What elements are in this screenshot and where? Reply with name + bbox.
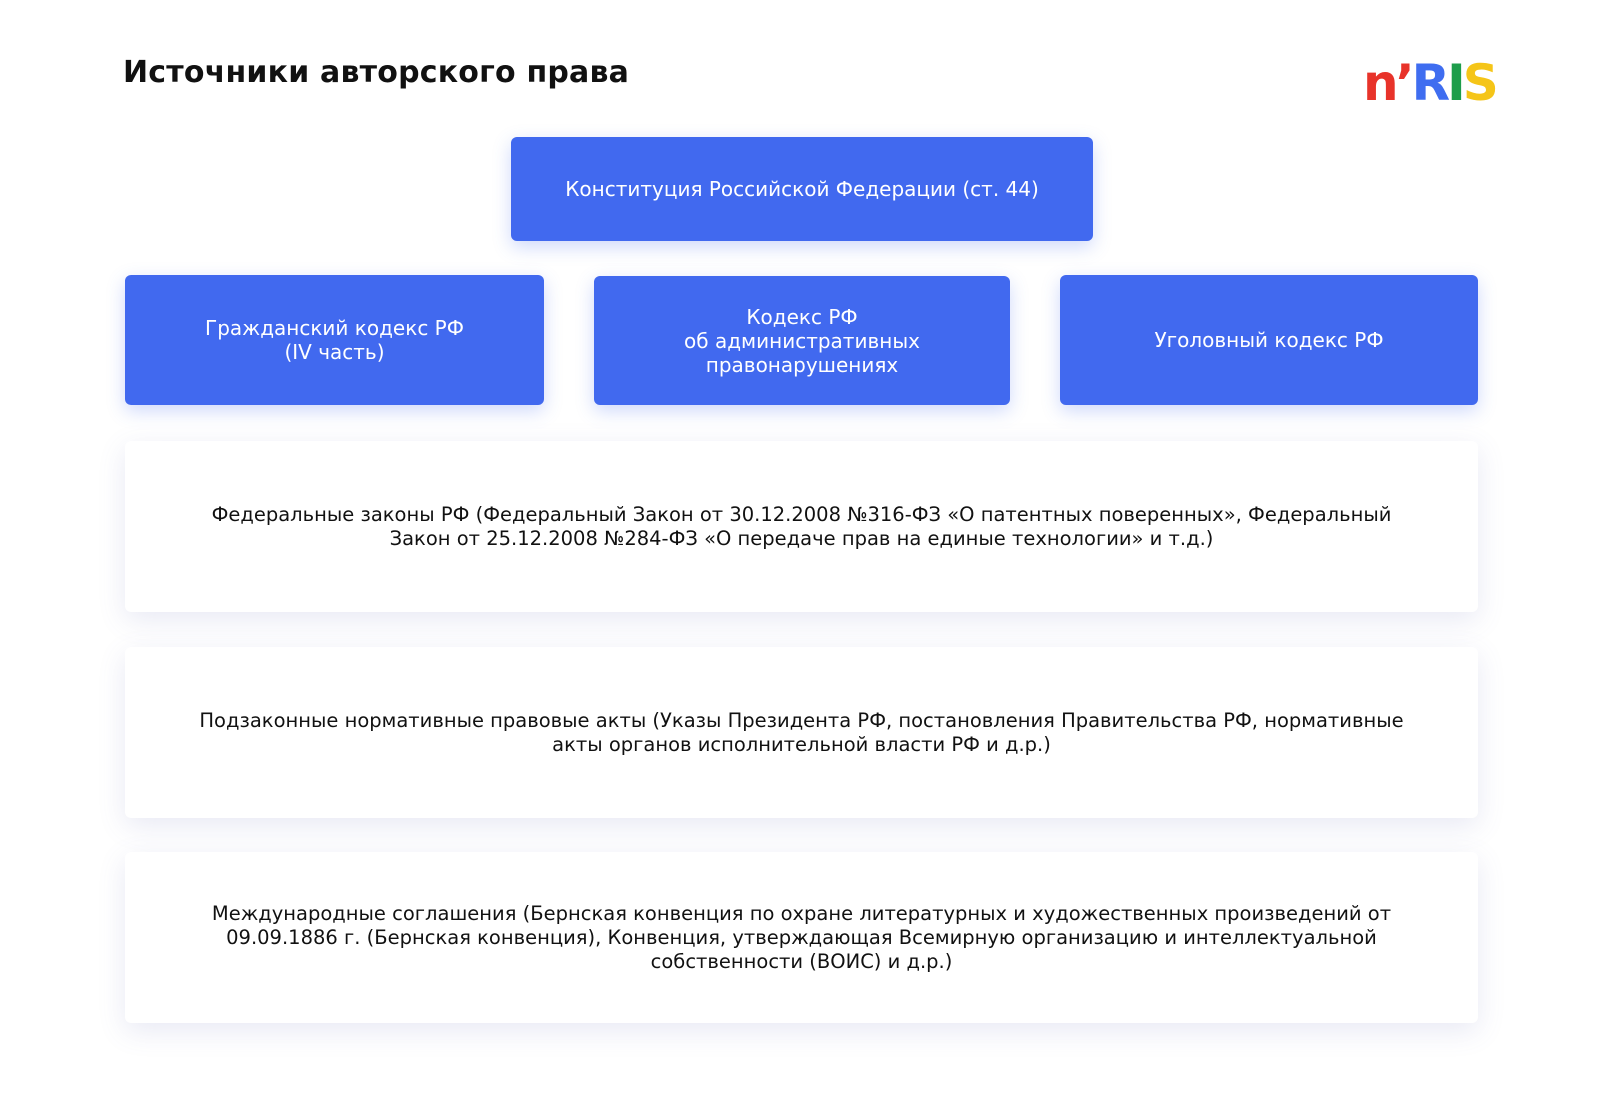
international-agreements-label: Международные соглашения (Бернская конвенция по охране литературных и художественных произведений от 09.09.1886 г. (Бернская конвенция), Конвенция, утверждающая Всемирную организацию и интеллектуальной собственности (ВОИС) и д.р.): [211, 901, 1392, 973]
admin-code-label: Кодекс РФ об административных правонарушениях: [684, 304, 920, 377]
international-agreements-box: [125, 852, 1478, 1023]
civil-code-label: Гражданский кодекс РФ (IV часть): [205, 316, 464, 364]
logo-apostrophe: ’: [1395, 54, 1412, 112]
admin-code-box: [594, 276, 1010, 405]
logo-letter-n: n: [1363, 54, 1396, 112]
civil-code-box: [125, 275, 544, 405]
page-title: Источники авторского права: [123, 55, 630, 90]
logo-letter-r: R: [1411, 54, 1448, 112]
bylaws-label: Подзаконные нормативные правовые акты (Указы Президента РФ, постановления Правительства РФ, нормативные акты органов исполнительной власти РФ и д.р.): [199, 708, 1404, 756]
logo-letter-i: I: [1447, 54, 1463, 112]
constitution-label: Конституция Российской Федерации (ст. 44): [565, 177, 1039, 201]
nris-logo: [1363, 54, 1496, 112]
criminal-code-label: Уголовный кодекс РФ: [1154, 328, 1384, 352]
logo-letter-s: S: [1462, 54, 1496, 112]
federal-laws-box: [125, 441, 1478, 612]
criminal-code-box: [1060, 275, 1478, 405]
bylaws-box: [125, 647, 1478, 818]
constitution-box: [511, 137, 1093, 241]
federal-laws-label: Федеральные законы РФ (Федеральный Закон от 30.12.2008 №316-ФЗ «О патентных поверенных», Федеральный Закон от 25.12.2008 №284-ФЗ «О передаче прав на единые технологии» и т.д.): [211, 502, 1392, 550]
